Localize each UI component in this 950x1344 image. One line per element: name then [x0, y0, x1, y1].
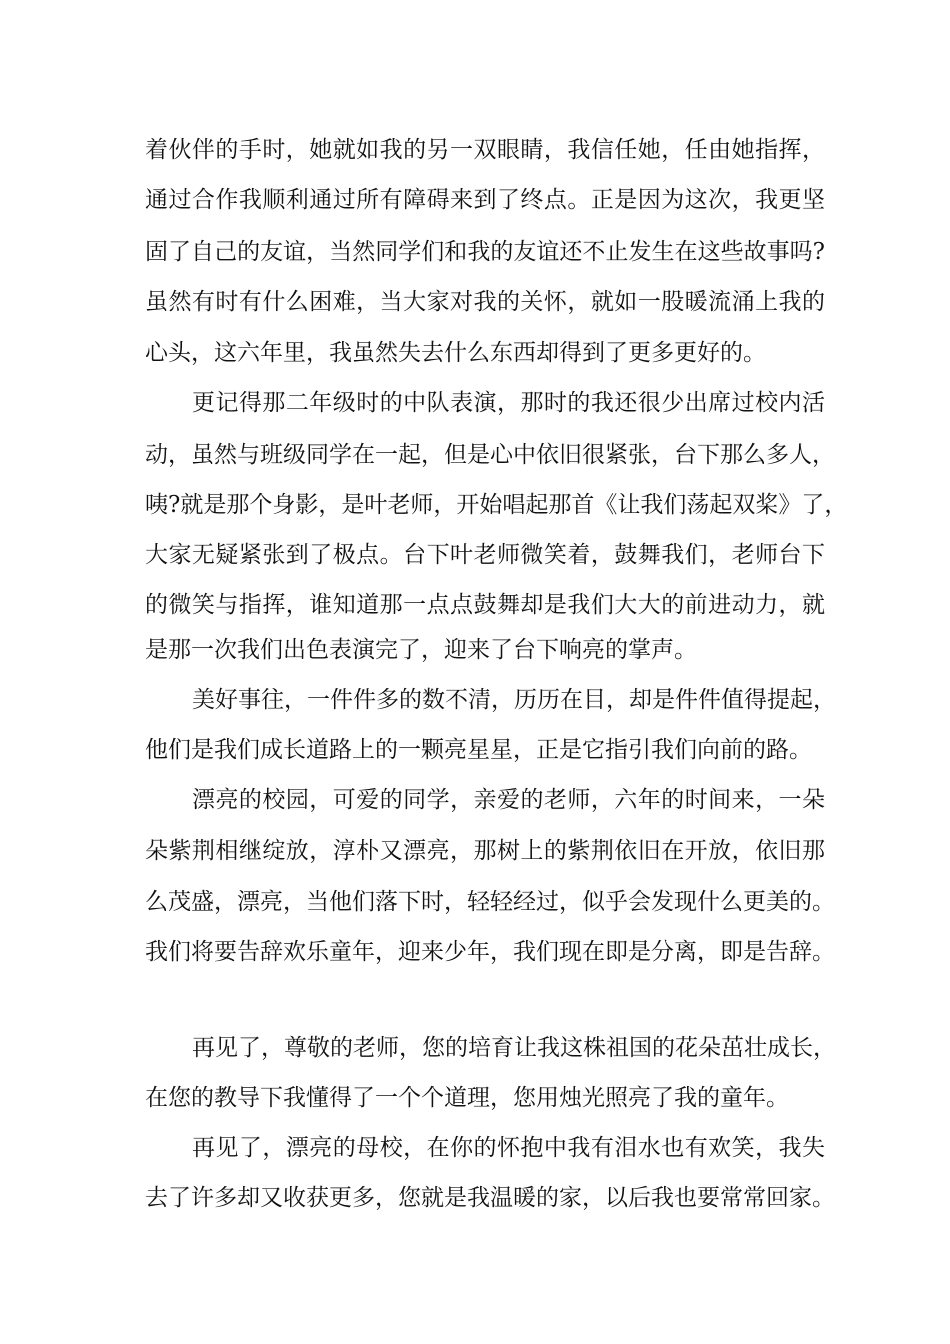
text-line: 心头，这六年里，我虽然失去什么东西却得到了更多更好的。: [145, 340, 766, 366]
text-line: 大家无疑紧张到了极点。台下叶老师微笑着，鼓舞我们，老师台下: [145, 542, 825, 568]
text-line: 漂亮的校园，可爱的同学，亲爱的老师，六年的时间来，一朵: [192, 787, 825, 813]
text-line: 虽然有时有什么困难，当大家对我的关怀，就如一股暖流涌上我的: [145, 289, 825, 315]
text-line: 固了自己的友谊，当然同学们和我的友谊还不止发生在这些故事吗?: [145, 239, 825, 265]
text-line: 咦?就是那个身影，是叶老师，开始唱起那首《让我们荡起双桨》了，: [145, 492, 848, 518]
text-line: 我们将要告辞欢乐童年，迎来少年，我们现在即是分离，即是告辞。: [145, 939, 835, 965]
text-line: 着伙伴的手时，她就如我的另一双眼睛，我信任她，任由她指挥，: [145, 137, 825, 163]
text-line: 朵紫荆相继绽放，淳朴又漂亮，那树上的紫荆依旧在开放，依旧那: [145, 838, 825, 864]
text-line: 动，虽然与班级同学在一起，但是心中依旧很紧张，台下那么多人，: [145, 442, 835, 468]
text-line: 么茂盛，漂亮，当他们落下时，轻轻经过，似乎会发现什么更美的。: [145, 889, 835, 915]
text-line: 再见了，漂亮的母校，在你的怀抱中我有泪水也有欢笑，我失: [192, 1135, 825, 1161]
text-line: 的微笑与指挥，谁知道那一点点鼓舞却是我们大大的前进动力，就: [145, 592, 825, 618]
text-line: 在您的教导下我懂得了一个个道理，您用烛光照亮了我的童年。: [145, 1085, 789, 1111]
text-line: 是那一次我们出色表演完了，迎来了台下响亮的掌声。: [145, 637, 697, 663]
text-line: 通过合作我顺利通过所有障碍来到了终点。正是因为这次，我更坚: [145, 187, 825, 213]
text-line: 他们是我们成长道路上的一颗亮星星，正是它指引我们向前的路。: [145, 737, 812, 763]
text-line: 再见了，尊敬的老师，您的培育让我这株祖国的花朵茁壮成长，: [192, 1035, 836, 1061]
text-line: 去了许多却又收获更多，您就是我温暖的家，以后我也要常常回家。: [145, 1185, 835, 1211]
text-line: 美好事往，一件件多的数不清，历历在目，却是件件值得提起，: [192, 687, 836, 713]
text-line: 更记得那二年级时的中队表演，那时的我还很少出席过校内活: [192, 390, 825, 416]
